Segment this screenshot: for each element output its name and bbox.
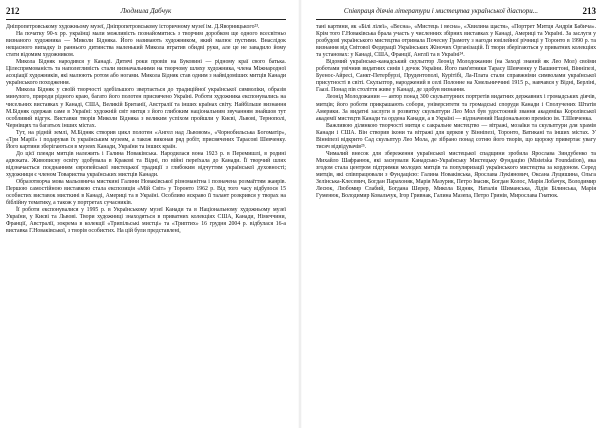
paragraph: Тут, на рідній землі, М.Бідняк створив цикл полотен «Ангел над Львовом», «Чорнобильська Богоматір», «Три Марії» і подарував їх українським музеям, а також виконав ряд робіт, присвячених Тарасові Шевченку. Його картини зберігаються в музеях Канади, України та інших країн. [6, 129, 286, 150]
paragraph: Відомий українсько-канадський скульптор Леонід Молодожанин (на Заході знаний як Лео Мол) своїми роботами увічнив видатних синів і дочок України. Його пам'ятники Тарасу Шевченку у Вашингтоні, Вінніпезі, Буенос-Айресі, Санкт-Петербурзі, Прудентополі, Курітібі, Ла-Плата стали справжніми символами української присутності в світі. Скульптор, народжений в селі Полонне на Хмельниччині 1915 р., навчався у Відні, Берліні, Гаазі. Понад пів століття живе у Канаді, де здобув визнання. [316, 59, 596, 94]
paragraph: Леонід Молодожанин — автор понад 300 скульптурних портретів видатних державних і громадських діячів, митців; його роботи прикрашають собори, університети та громадські споруди Канади і Сполучених Штатів Америки. За видатні заслуги в розвитку скульптури Лео Мол був удостоєний звання академіка Королівської академії мистецтв Канади та ордена Канади, а в Україні — відзначений Національною премією ім. Т.Шевченка. [316, 94, 596, 122]
paragraph: тані картини, як «Білі лілеї», «Весна», «Мистець і весна», «Хвилина щастя», «Портрет Митця Андрія Бабича». Крім того Г.Новаківська брала участь у численних збірних виставках у Канаді, Америці та Україні. За заслуги у розбудові українського мистецтва отримала Почесну Грамоту з нагоди ювілейної річниці у Торонто в 1990 р. та визнання від Світової Федерації Українських Жіночих Організацій. Її твори зберігаються у приватних колекціях та установах: у Канаді, США, Франції, Англії та в Україні²⁴. [316, 24, 596, 59]
left-page-header [6, 4, 286, 18]
paragraph: До цієї плеяди митців належить і Галина Новаківська. Народилася вона 1923 р. в Перемишлі, в родині адвоката. Живописну освіту здобувала в Кракові та Відні, по війні переїхала до Канади. Її творчий шлях відзначається поєднанням європейської мистецької традиції з глибоким відчуттям української духовності; художниця є членом Товариства українських мистців Канади. [6, 150, 286, 178]
paragraph: Важливою ділянкою творчості митця є сакральне мистецтво — вітражі, мозаїки та скульптури для храмів Канади і США. Він створив ікони та вітражі для церков у Вінніпезі, Торонто, Ватикані та інших містах. У Вінніпезі відкрито Сад скульптур Лео Мола, де зібрано понад сотню його творів, що щороку привертає увагу тисяч відвідувачів²⁵. [316, 122, 596, 150]
paragraph: Микола Бідняк народився у Канаді. Дитячі роки провів на Буковині — рідному краї свого батька. Цілеспрямованість та наполегливість стали визначальними на творчому шляху художника, члена Міжнародної асоціації художників, які малюють ротом або ногами. Микола Бідняк став одним з найвідоміших митців Канади українського походження. [6, 59, 286, 87]
paragraph: Дніпропетровському художньому музеї, Дніпропетровському історичному музеї ім. Д.Яворницького²³. [6, 24, 260, 30]
book-gutter [298, 0, 302, 428]
paragraph: Микола Бідняк у своїй творчості здебільшого звертається до традиційної української символіки, образів минулого, природи рідного краю, багато його полотен присвячено Україні. Роботи художника експонувались на чисельних виставках у Канаді, США, Великій Британії, Австралії та інших країнах світу. Найбільше визнання М.Бідняк одержав саме в Україні: художній світ митця з його глибоким національним звучанням знайшов тут особливий відгук. Виставки творів Миколи Бідняка з великим успіхом пройшли у Києві, Львові, Тернополі, Чернівцях та багатьох інших містах. [6, 87, 286, 129]
page-number: 212 [6, 6, 20, 16]
paragraph: На початку 90-х рр. українці мали можливість познайомитись з творчим доробком ще одного всесвітньо визнаного художника — Миколи Бідняка. Його називають художником, який малює пустими. Внаслідок нещасного випадку із раннього дитинства маленький Микола втратив обидві руки, але це не завадило йому стати відомим художником. [6, 31, 286, 59]
running-head: Людмила Дабчук [120, 7, 172, 15]
paragraph: Образотворча мова мальовнича мисткині Галини Новаківської різноманітна і позначена розмаїттям жанрів. Першою самостійною виставкою стала експозиція «Мій Світ» у Торонто 1962 р. Від того часу відбулося 15 особистих виставок мисткині в Канаді, Америці та в Україні. Особливо яскраво її талант розкрився у творах на біблійну тематику, а також у портретах сучасників. [6, 179, 286, 207]
header-rule [316, 19, 596, 20]
paragraph: Її роботи експонувалися у 1995 р. в Українському музеї Канади та в Національному художньому музеї України, у Києві та Львові. Твори художниці знаходяться в приватних колекціях США, Канади, Німеччини, Франції, Австралії, зокрема в колекції «Трипільські мистці» та «Триптих» 16 грудня 2004 р. відбулася 16-а виставка Г.Новаківської, з творів особистих. На цій були представлені, [6, 207, 286, 235]
right-page [310, 0, 600, 428]
left-page-body [6, 24, 286, 422]
right-page-body [316, 24, 596, 422]
page-number: 213 [582, 6, 596, 16]
right-page-header [316, 4, 596, 18]
header-rule [6, 19, 286, 20]
paragraph: Чималий внесок для збереження української мистецької спадщини зробила Ярослава Зиндубенко та Михайло Шафранюк, які заснували Канадсько-Українську Мистецьку Фундацію (Mistetska Foundation), яка згодом стала центром підтримки молодих митців та популяризації українського мистецтва за кордоном. Серед митців, які співпрацювали з Фундацією: Галина Новаківська, Ярослава Лукіянович, Оксана Луцишина, Ольга Зелінська-Клесевич, Богдан Парахоняк, Марія Мазурик, Петро Івасик, Богдан Колос, Марія Лобачук, Володимир Лесюк, Любомир Слабий, Богдана Шерер, Микола Бідняк, Наталія Шиманська, Лідія Білинська, Марія Гуменюк, Володимир Ковальчук, Ігор Гривнак, Галина Мазепа, Петро Гринів, Мирослава Гнатюк. [316, 150, 596, 200]
running-head: Співпраця діячів літератури і мистецтва української діаспори... [343, 7, 539, 15]
left-page [0, 0, 290, 428]
